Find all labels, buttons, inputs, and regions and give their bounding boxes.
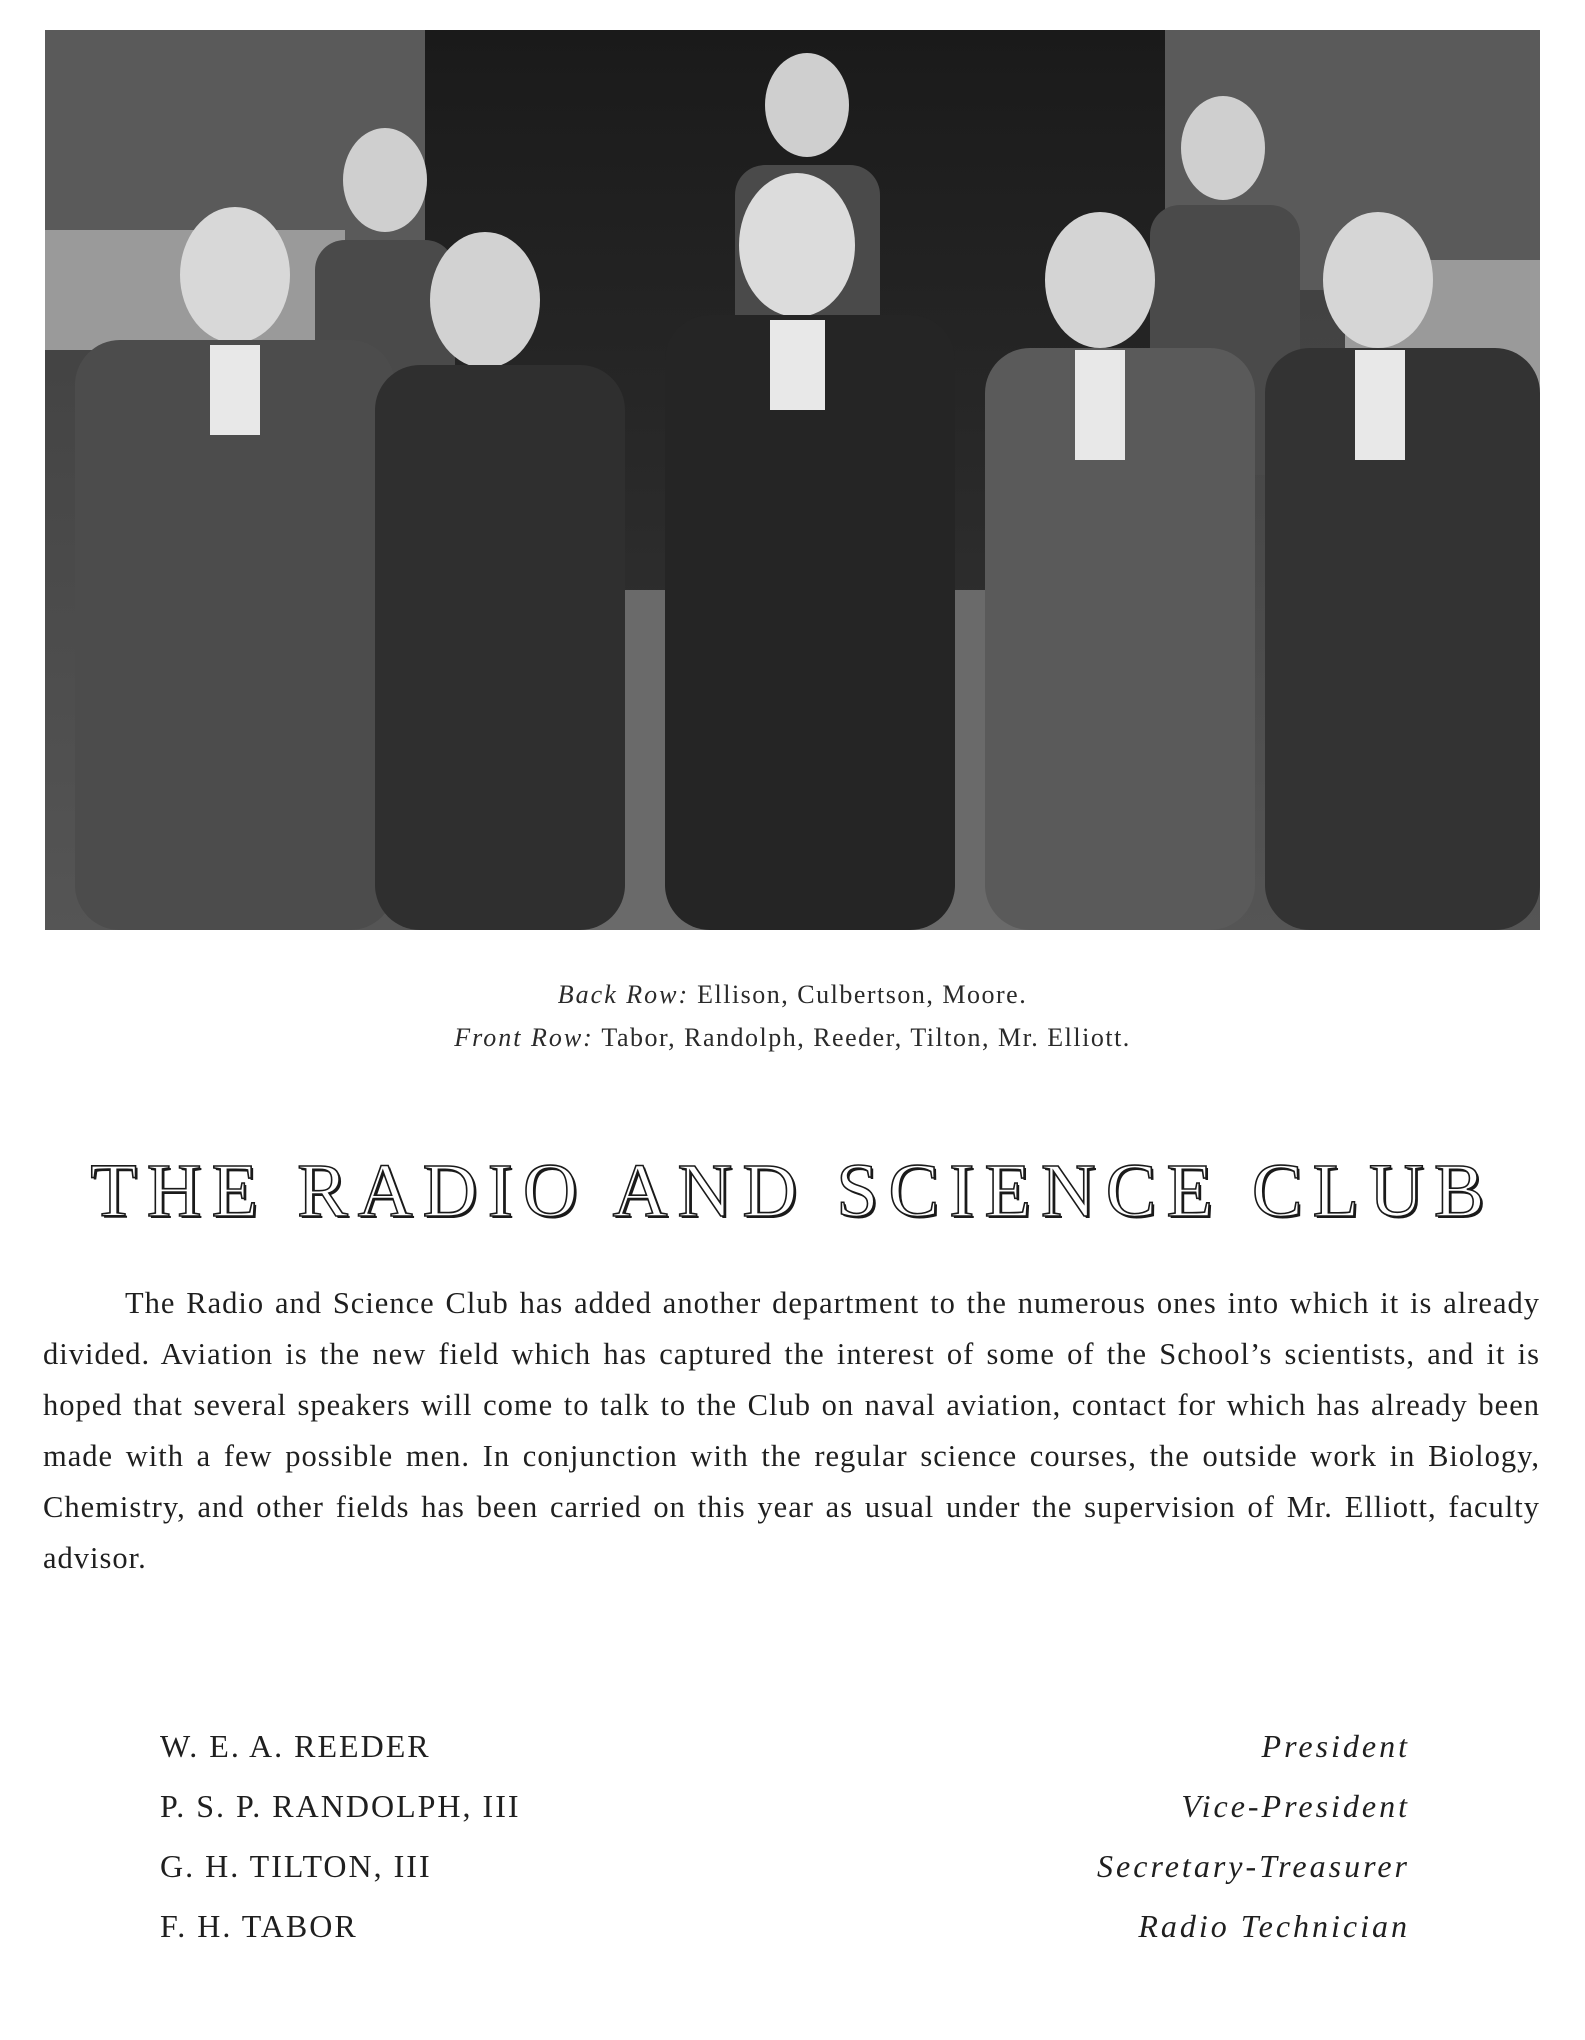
officer-row (160, 1788, 1410, 1848)
front-row-label: Front Row: (454, 1023, 594, 1052)
back-row-names: Ellison, Culbertson, Moore. (697, 980, 1028, 1009)
page-title: THE RADIO AND SCIENCE CLUB (90, 1149, 1495, 1233)
officer-role: Vice-President (1181, 1788, 1410, 1824)
officer-name: G. H. TILTON, III (160, 1848, 432, 1884)
officers-list (160, 1728, 1410, 1968)
caption-back-row (0, 980, 1585, 1010)
front-row-names: Tabor, Randolph, Reeder, Tilton, Mr. Elliott. (601, 1023, 1131, 1052)
officer-name: W. E. A. REEDER (160, 1728, 431, 1764)
caption-front-row (0, 1023, 1585, 1053)
group-photo (45, 30, 1540, 930)
officer-row (160, 1728, 1410, 1788)
officer-row (160, 1908, 1410, 1968)
club-description: The Radio and Science Club has added another department to the numerous ones into which it is already divided. Aviation is the new field which has captured the interest of some of the School’s scientists, and it is hoped that several speakers will come to talk to the Club on naval aviation, contact for which has already been made with a few possible men. In conjunction with the regular science courses, the outside work in Biology, Chemistry, and other fields has been carried on this year as usual under the supervision of Mr. Elliott, faculty advisor. (43, 1286, 1540, 1575)
officer-role: Radio Technician (1138, 1908, 1410, 1944)
officer-name: P. S. P. RANDOLPH, III (160, 1788, 521, 1824)
back-row-label: Back Row: (557, 980, 690, 1009)
group-photo-illustration (45, 30, 1540, 930)
officer-row (160, 1848, 1410, 1908)
officer-role: President (1261, 1728, 1410, 1764)
officer-role: Secretary-Treasurer (1097, 1848, 1410, 1884)
officer-name: F. H. TABOR (160, 1908, 358, 1944)
